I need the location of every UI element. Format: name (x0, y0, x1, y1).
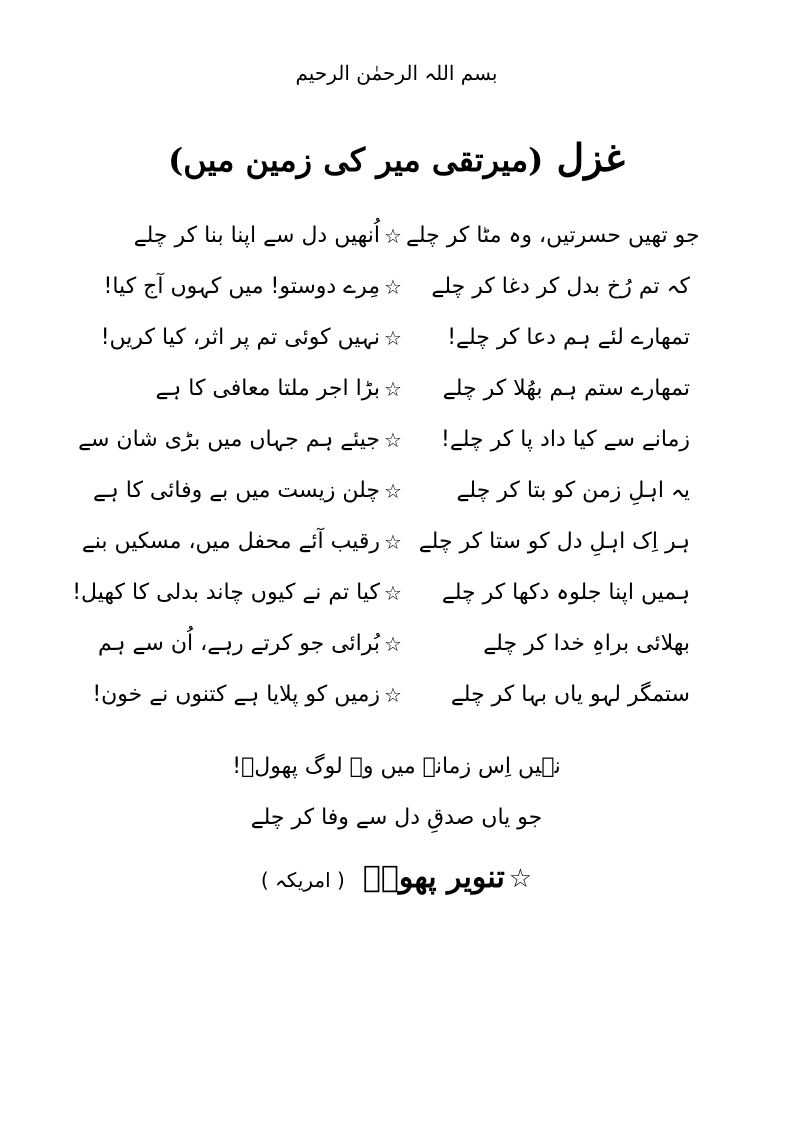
couplet (78, 414, 690, 465)
misra-second: ہمیں اپنا جلوہ دکھا کر چلے (441, 579, 690, 605)
star-icon: ☆ (384, 580, 402, 605)
couplet (100, 312, 690, 363)
couplet-list (72, 210, 700, 720)
misra-first: رقیب آئے محفل میں، مسکیں بنے (81, 528, 380, 554)
misra-second: تمھارے لئے ہم دعا کر چلے! (447, 324, 690, 350)
poet-signature (0, 860, 793, 895)
star-icon: ☆ (384, 223, 402, 248)
misra-second: ستمگر لہو یاں بہا کر چلے (450, 681, 690, 707)
couplet (97, 618, 690, 669)
poet-location: ( امریکہ ) (260, 868, 345, 892)
star-icon: ☆ (384, 325, 402, 350)
couplet (110, 210, 700, 261)
page-title (0, 130, 793, 188)
misra-first: بُرائی جو کرتے رہے، اُن سے ہم (97, 630, 380, 656)
misra-second: بھلائی براہِ خدا کر چلے (483, 630, 690, 656)
misra-first: جیئے ہم جہاں میں بڑی شان سے (78, 426, 380, 452)
star-icon: ☆ (384, 427, 402, 452)
misra-second: جو تھیں حسرتیں، وہ مٹا کر چلے (406, 222, 700, 248)
misra-second: کہ تم رُخ بدل کر دغا کر چلے (431, 273, 690, 299)
star-icon: ☆ (384, 376, 402, 401)
misra-second: زمانے سے کیا داد پا کر چلے! (441, 426, 690, 452)
title-main: غزل (556, 135, 625, 180)
star-icon: ☆ (384, 529, 402, 554)
misra-first: مِرے دوستو! میں کہوں آج کیا! (103, 273, 380, 299)
misra-first: اُنھیں دل سے اپنا بنا کر چلے (133, 222, 380, 248)
misra-second: تمھارے ستم ہم بھُلا کر چلے (442, 375, 690, 401)
couplet (110, 363, 690, 414)
couplet (72, 567, 690, 618)
misra-first: بڑا اجر ملتا معافی کا ہے (155, 375, 380, 401)
misra-first: زمیں کو پلایا ہے کتنوں نے خون! (92, 681, 380, 707)
misra-second: ہر اِک اہلِ دل کو ستا کر چلے (418, 528, 690, 554)
star-icon: ☆ (384, 631, 402, 656)
star-icon: ☆ (384, 478, 402, 503)
couplet (92, 465, 690, 516)
star-icon: ☆ (384, 274, 402, 299)
closing-line-2: جو یاں صدقِ دل سے وفا کر چلے (250, 805, 543, 830)
poet-name: تنویر پھولؔ (362, 860, 505, 895)
closing-line-1: نہیں اِس زمانے میں وہ لوگ پھولؔ! (232, 754, 561, 779)
misra-second: یہ اہلِ زمن کو بتا کر چلے (456, 477, 690, 503)
couplet (81, 516, 690, 567)
star-icon: ☆ (384, 682, 402, 707)
misra-first: نہیں کوئی تم پر اثر، کیا کریں! (100, 324, 380, 350)
misra-first: کیا تم نے کیوں چاند بدلی کا کھیل! (72, 579, 380, 605)
bismillah-heading: بسم اللہ الرحمٰن الرحیم (295, 61, 498, 85)
title-subtitle: (میرتقی میر کی زمین میں) (168, 141, 544, 179)
misra-first: چلن زیست میں بے وفائی کا ہے (92, 477, 380, 503)
couplet (92, 669, 690, 720)
star-icon: ☆ (508, 864, 533, 894)
couplet (103, 261, 690, 312)
